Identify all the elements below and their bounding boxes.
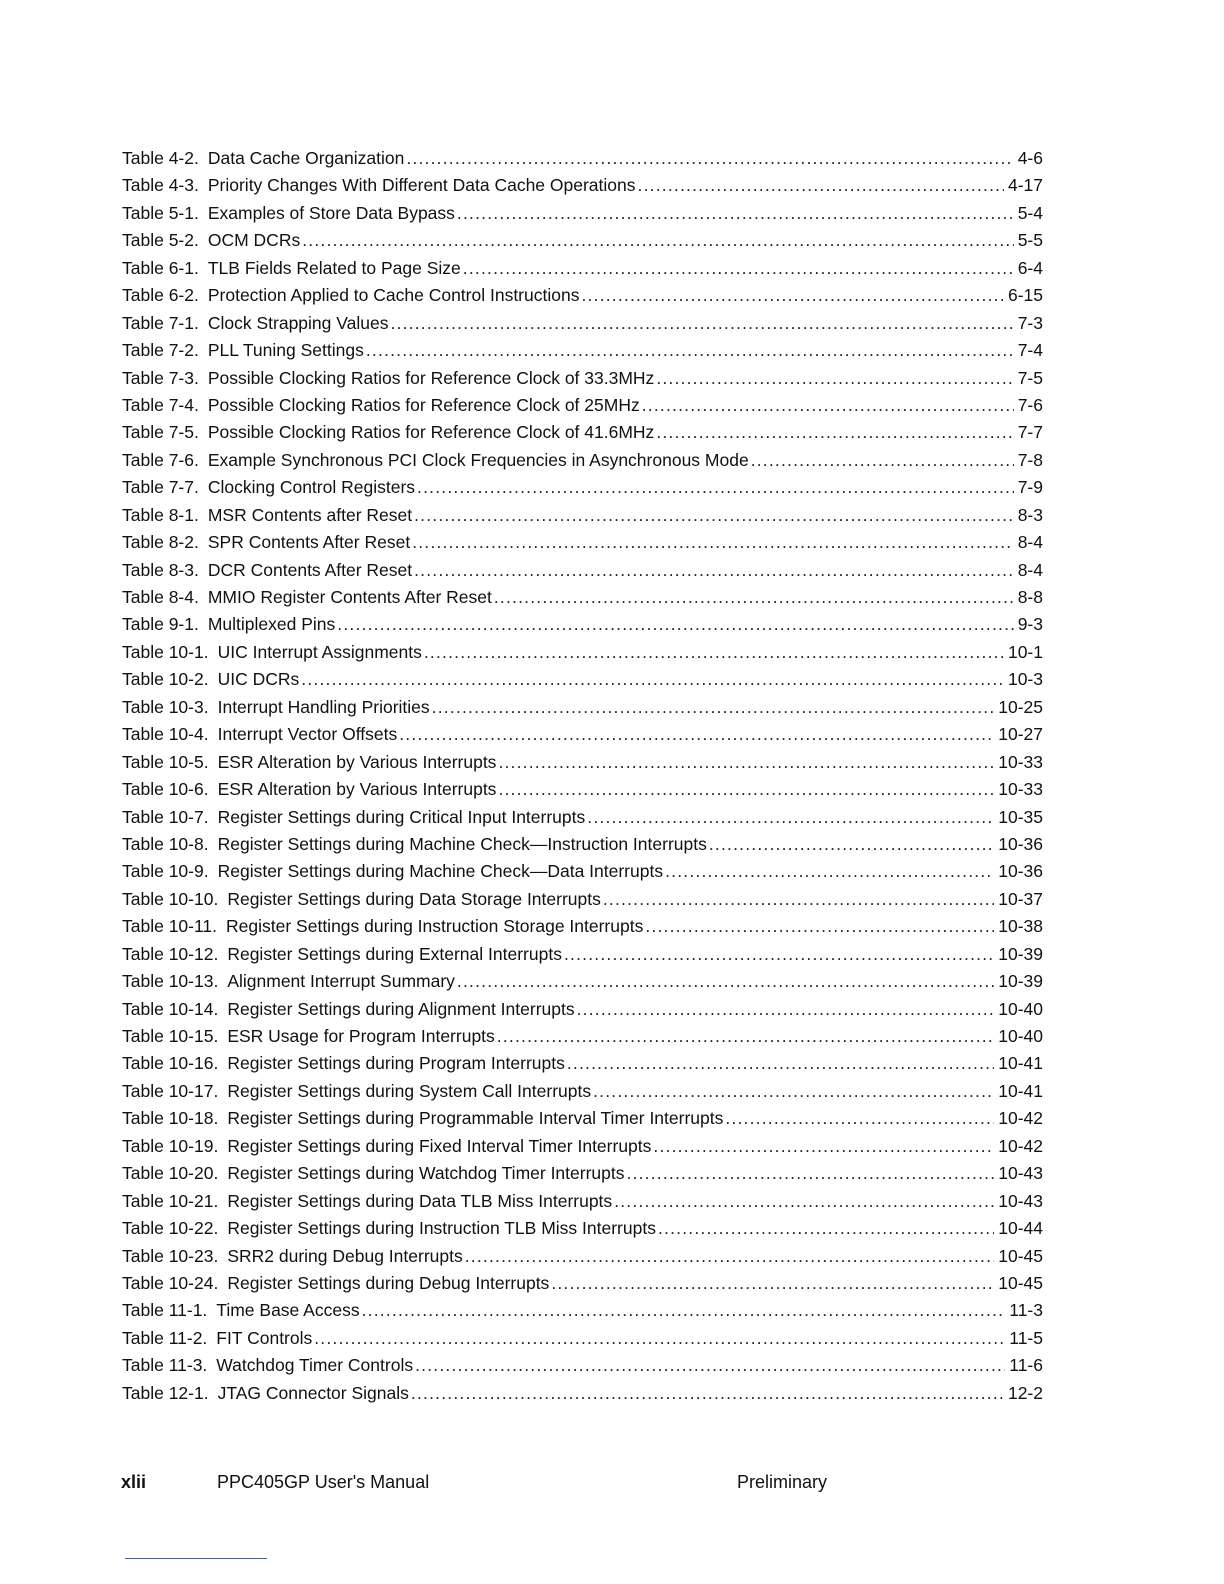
toc-entry-number: Table 10-14.	[122, 998, 219, 1019]
toc-entry-page: 10-40	[998, 1026, 1043, 1046]
toc-entry-title: Register Settings during Machine Check—Instruction Interrupts	[217, 833, 707, 854]
toc-entry-title: Example Synchronous PCI Clock Frequencies in Asynchronous Mode	[207, 449, 749, 470]
toc-entry-page: 7-9	[1017, 477, 1043, 498]
toc-entry-number: Table 10-5.	[122, 751, 209, 772]
toc-entry-page: 10-45	[998, 1245, 1043, 1266]
footer-page-number: xlii	[121, 1472, 147, 1492]
toc-entry-page: 12-2	[1007, 1382, 1043, 1403]
toc-entry-title: Register Settings during Critical Input Interrupts	[217, 806, 586, 827]
toc-entry-title: DCR Contents After Reset	[207, 559, 413, 580]
toc-entry-page: 10-43	[998, 1163, 1043, 1184]
toc-entry-number: Table 10-4.	[122, 724, 209, 745]
toc-entry-number: Table 4-2.	[122, 148, 199, 168]
toc-entry-number: Table 10-6.	[122, 779, 209, 800]
toc-entry[interactable]	[122, 642, 1043, 669]
toc-entry-number: Table 9-1.	[122, 614, 199, 635]
toc-entry-title: Register Settings during Fixed Interval Timer Interrupts	[227, 1135, 652, 1156]
toc-entry-page: 10-41	[998, 1053, 1043, 1074]
dot-leader	[614, 1191, 994, 1212]
dot-leader	[463, 258, 1014, 279]
toc-entry-title: Data Cache Organization	[207, 148, 405, 168]
toc-entry[interactable]	[122, 532, 1043, 559]
toc-entry-title: ESR Alteration by Various Interrupts	[217, 779, 497, 800]
toc-entry-title: OCM DCRs	[207, 230, 301, 251]
toc-entry-number: Table 6-2.	[122, 285, 199, 306]
toc-entry-title: JTAG Connector Signals	[217, 1382, 409, 1403]
toc-entry-title: Register Settings during Watchdog Timer Interrupts	[227, 1163, 625, 1184]
toc-entry-page: 10-27	[998, 724, 1043, 745]
toc-entry-title: Multiplexed Pins	[207, 614, 336, 635]
toc-entry-number: Table 10-23.	[122, 1245, 219, 1266]
toc-entry-number: Table 10-3.	[122, 696, 209, 717]
toc-entry-number: Table 7-4.	[122, 394, 199, 415]
toc-entry-number: Table 10-24.	[122, 1272, 219, 1293]
toc-entry-number: Table 10-19.	[122, 1135, 219, 1156]
toc-entry[interactable]	[122, 1191, 1043, 1218]
toc-entry[interactable]	[122, 697, 1043, 724]
footer-status: Preliminary	[737, 1472, 828, 1492]
toc-entry-page: 10-3	[1007, 669, 1043, 690]
toc-entry-title: Clock Strapping Values	[207, 312, 389, 333]
toc-entry-title: MMIO Register Contents After Reset	[207, 587, 492, 607]
toc-entry[interactable]	[122, 944, 1043, 971]
toc-entry-title: SPR Contents After Reset	[207, 532, 411, 553]
toc-entry-title: Priority Changes With Different Data Cache Operations	[207, 175, 636, 196]
dot-leader	[751, 450, 1014, 471]
toc-entry-title: Time Base Access	[216, 1300, 360, 1321]
toc-entry[interactable]	[122, 477, 1043, 504]
dot-leader	[587, 807, 994, 828]
toc-entry-page: 5-5	[1017, 230, 1043, 251]
toc-entry[interactable]	[122, 1383, 1043, 1410]
toc-entry[interactable]	[122, 614, 1043, 641]
dot-leader	[725, 1108, 994, 1129]
dot-leader	[645, 916, 994, 937]
toc-entry-number: Table 10-15.	[122, 1026, 219, 1046]
dot-leader	[415, 1355, 1005, 1376]
toc-entry-page: 8-4	[1017, 559, 1043, 580]
toc-entry[interactable]	[122, 916, 1043, 943]
toc-entry[interactable]	[122, 889, 1043, 916]
toc-entry-page: 10-37	[998, 888, 1043, 909]
toc-entry-title: Register Settings during System Call Interrupts	[227, 1080, 592, 1101]
dot-leader	[411, 1383, 1004, 1404]
toc-entry-page: 10-36	[998, 861, 1043, 882]
toc-entry-number: Table 10-20.	[122, 1163, 219, 1184]
dot-leader	[498, 752, 994, 773]
dot-leader	[414, 560, 1014, 581]
dot-leader	[399, 724, 994, 745]
toc-entry-title: FIT Controls	[216, 1327, 313, 1348]
toc-entry[interactable]	[122, 450, 1043, 477]
toc-entry-title: Watchdog Timer Controls	[216, 1355, 414, 1376]
toc-entry[interactable]	[122, 1273, 1043, 1300]
dot-leader	[498, 779, 994, 800]
dot-leader	[414, 505, 1014, 526]
toc-entry-number: Table 10-11.	[122, 916, 218, 937]
dot-leader	[457, 203, 1014, 224]
toc-entry-page: 7-6	[1017, 394, 1043, 415]
dot-leader	[337, 614, 1013, 635]
toc-entry-number: Table 10-18.	[122, 1108, 219, 1129]
toc-entry-number: Table 7-7.	[122, 477, 199, 498]
toc-entry-number: Table 10-22.	[122, 1218, 219, 1239]
toc-entry-page: 10-45	[998, 1272, 1043, 1293]
dot-leader	[577, 999, 995, 1020]
toc-entry-page: 10-42	[998, 1135, 1043, 1156]
dot-leader	[417, 477, 1014, 498]
toc-entry-title: PLL Tuning Settings	[207, 340, 364, 361]
dot-leader	[465, 1246, 995, 1267]
toc-entry-title: Register Settings during Instruction Storage Interrupts	[226, 916, 644, 937]
dot-leader	[314, 1328, 1005, 1349]
toc-entry[interactable]	[122, 203, 1043, 230]
toc-entry[interactable]	[122, 971, 1043, 998]
toc-entry[interactable]	[122, 587, 1043, 614]
dot-leader	[494, 587, 1014, 608]
dot-leader	[627, 1163, 995, 1184]
toc-entry-title: Register Settings during Alignment Interrupts	[227, 998, 575, 1019]
toc-entry-page: 7-8	[1017, 449, 1043, 470]
toc-entry[interactable]	[122, 1053, 1043, 1080]
toc-entry-title: Register Settings during Machine Check—Data Interrupts	[217, 861, 664, 882]
toc-entry[interactable]	[122, 560, 1043, 587]
toc-entry-number: Table 8-3.	[122, 559, 199, 580]
toc-entry[interactable]	[122, 175, 1043, 202]
toc-entry[interactable]	[122, 779, 1043, 806]
toc-entry-page: 10-41	[998, 1080, 1043, 1101]
dot-leader	[638, 175, 1004, 196]
toc-entry[interactable]	[122, 1246, 1043, 1273]
toc-entry-page: 10-39	[998, 971, 1043, 992]
toc-entry[interactable]	[122, 395, 1043, 422]
toc-entry-title: UIC Interrupt Assignments	[217, 641, 422, 662]
toc-entry-title: Register Settings during Debug Interrupts	[227, 1272, 550, 1293]
toc-entry[interactable]	[122, 1218, 1043, 1245]
toc-entry[interactable]	[122, 422, 1043, 449]
toc-entry-page: 11-3	[1009, 1300, 1043, 1321]
toc-entry[interactable]	[122, 807, 1043, 834]
toc-entry-title: MSR Contents after Reset	[207, 504, 413, 525]
toc-entry-number: Table 10-10.	[122, 888, 219, 909]
toc-entry[interactable]	[122, 230, 1043, 257]
toc-entry-number: Table 11-1.	[122, 1300, 208, 1321]
toc-entry-number: Table 6-1.	[122, 257, 199, 278]
toc-entry-number: Table 7-6.	[122, 449, 199, 470]
dot-leader	[406, 148, 1013, 169]
toc-entry-title: ESR Usage for Program Interrupts	[227, 1026, 495, 1046]
toc-entry-number: Table 7-5.	[122, 422, 199, 443]
toc-entry-title: Register Settings during Program Interrupts	[227, 1053, 565, 1074]
toc-entry-title: Clocking Control Registers	[207, 477, 416, 498]
toc-entry-page: 10-36	[998, 833, 1043, 854]
toc-entry-title: Register Settings during External Interrupts	[227, 943, 562, 964]
toc-entry[interactable]	[122, 834, 1043, 861]
toc-entry-number: Table 7-1.	[122, 312, 199, 333]
toc-entry[interactable]	[122, 340, 1043, 367]
toc-entry-title: Protection Applied to Cache Control Instructions	[207, 285, 580, 306]
toc-entry-page: 4-6	[1017, 148, 1043, 168]
toc-entry[interactable]	[122, 1026, 1043, 1053]
toc-entry-number: Table 10-21.	[122, 1190, 219, 1211]
toc-entry-page: 10-33	[998, 751, 1043, 772]
toc-entry-title: SRR2 during Debug Interrupts	[227, 1245, 463, 1266]
dot-leader	[581, 285, 1004, 306]
dot-leader	[424, 642, 1004, 663]
toc-entry-page: 7-3	[1017, 312, 1043, 333]
toc-entry-page: 10-1	[1007, 641, 1043, 662]
toc-entry-number: Table 11-2.	[122, 1327, 208, 1348]
toc-entry[interactable]	[122, 1328, 1043, 1355]
toc-entry-title: Register Settings during Programmable Interval Timer Interrupts	[227, 1108, 724, 1129]
toc-entry-page: 11-6	[1009, 1355, 1043, 1376]
toc-entry-number: Table 12-1.	[122, 1382, 209, 1403]
toc-entry[interactable]	[122, 999, 1043, 1026]
toc-entry[interactable]	[122, 313, 1043, 340]
toc-entry-page: 10-33	[998, 779, 1043, 800]
dot-leader	[658, 1218, 994, 1239]
toc-entry-title: Possible Clocking Ratios for Reference Clock of 25MHz	[207, 394, 640, 415]
list-of-tables	[122, 148, 1043, 1410]
dot-leader	[301, 669, 1004, 690]
toc-entry[interactable]	[122, 1108, 1043, 1135]
dot-leader	[603, 889, 994, 910]
toc-entry-number: Table 7-3.	[122, 367, 199, 388]
toc-entry-page: 9-3	[1017, 614, 1043, 635]
toc-entry[interactable]	[122, 1163, 1043, 1190]
dot-leader	[567, 1053, 994, 1074]
toc-entry-title: Alignment Interrupt Summary	[227, 971, 455, 992]
toc-entry-page: 8-4	[1017, 532, 1043, 553]
dot-leader	[432, 697, 995, 718]
toc-entry-title: UIC DCRs	[217, 669, 300, 690]
toc-entry[interactable]	[122, 258, 1043, 285]
dot-leader	[709, 834, 994, 855]
dot-leader	[302, 230, 1013, 251]
toc-entry[interactable]	[122, 724, 1043, 751]
toc-entry-number: Table 10-13.	[122, 971, 219, 992]
toc-entry-page: 10-38	[998, 916, 1043, 937]
toc-entry-page: 7-4	[1017, 340, 1043, 361]
toc-entry-number: Table 10-2.	[122, 669, 209, 690]
toc-entry-page: 10-44	[998, 1218, 1043, 1239]
toc-entry-page: 6-15	[1007, 285, 1043, 306]
toc-entry-number: Table 7-2.	[122, 340, 199, 361]
toc-entry[interactable]	[122, 505, 1043, 532]
toc-entry-number: Table 10-16.	[122, 1053, 219, 1074]
toc-entry-page: 10-35	[998, 806, 1043, 827]
dot-leader	[457, 971, 994, 992]
dot-leader	[593, 1081, 994, 1102]
dot-leader	[412, 532, 1014, 553]
dot-leader	[390, 313, 1013, 334]
toc-entry-title: Interrupt Vector Offsets	[217, 724, 398, 745]
dot-leader	[564, 944, 994, 965]
toc-entry-page: 6-4	[1017, 257, 1043, 278]
toc-entry-title: Register Settings during Data TLB Miss Interrupts	[227, 1190, 613, 1211]
toc-entry-title: Register Settings during Instruction TLB Miss Interrupts	[227, 1218, 656, 1239]
dot-leader	[656, 422, 1013, 443]
toc-entry[interactable]	[122, 148, 1043, 175]
dot-leader	[551, 1273, 994, 1294]
toc-entry[interactable]	[122, 752, 1043, 779]
toc-entry-number: Table 10-1.	[122, 641, 209, 662]
dot-leader	[362, 1300, 1006, 1321]
toc-entry-title: ESR Alteration by Various Interrupts	[217, 751, 497, 772]
dot-leader	[665, 861, 994, 882]
toc-entry-number: Table 5-1.	[122, 202, 199, 223]
toc-entry-title: Possible Clocking Ratios for Reference Clock of 41.6MHz	[207, 422, 655, 443]
toc-entry[interactable]	[122, 1300, 1043, 1327]
toc-entry-number: Table 10-8.	[122, 833, 209, 854]
toc-entry-page: 8-3	[1017, 504, 1043, 525]
dot-leader	[656, 368, 1013, 389]
toc-entry-page: 10-43	[998, 1190, 1043, 1211]
toc-entry-number: Table 10-9.	[122, 861, 209, 882]
footer-rule	[125, 1558, 267, 1559]
toc-entry[interactable]	[122, 861, 1043, 888]
toc-entry-number: Table 4-3.	[122, 175, 199, 196]
toc-entry-page: 10-25	[998, 696, 1043, 717]
toc-entry-page: 8-8	[1017, 587, 1043, 607]
toc-entry[interactable]	[122, 285, 1043, 312]
toc-entry-number: Table 8-4.	[122, 587, 199, 607]
dot-leader	[653, 1136, 994, 1157]
toc-entry-title: TLB Fields Related to Page Size	[207, 257, 461, 278]
toc-entry-number: Table 10-12.	[122, 943, 219, 964]
toc-entry-page: 5-4	[1017, 202, 1043, 223]
toc-entry-title: Examples of Store Data Bypass	[207, 202, 455, 223]
toc-entry-title: Possible Clocking Ratios for Reference Clock of 33.3MHz	[207, 367, 655, 388]
toc-entry-number: Table 10-7.	[122, 806, 209, 827]
toc-entry-number: Table 5-2.	[122, 230, 199, 251]
toc-entry-number: Table 8-1.	[122, 504, 199, 525]
toc-entry-page: 7-7	[1017, 422, 1043, 443]
toc-entry-page: 10-42	[998, 1108, 1043, 1129]
dot-leader	[642, 395, 1014, 416]
toc-entry-page: 10-39	[998, 943, 1043, 964]
toc-entry-page: 4-17	[1007, 175, 1043, 196]
dot-leader	[497, 1026, 994, 1047]
toc-entry[interactable]	[122, 1355, 1043, 1382]
toc-entry-title: Interrupt Handling Priorities	[217, 696, 430, 717]
toc-entry-title: Register Settings during Data Storage Interrupts	[227, 888, 601, 909]
toc-entry-page: 7-5	[1017, 367, 1043, 388]
dot-leader	[366, 340, 1014, 361]
toc-entry[interactable]	[122, 1081, 1043, 1108]
toc-entry-number: Table 11-3.	[122, 1355, 208, 1376]
toc-entry-page: 10-40	[998, 998, 1043, 1019]
footer-manual-title: PPC405GP User's Manual	[217, 1472, 430, 1492]
toc-entry[interactable]	[122, 368, 1043, 395]
toc-entry-number: Table 8-2.	[122, 532, 199, 553]
toc-entry[interactable]	[122, 669, 1043, 696]
toc-entry-number: Table 10-17.	[122, 1080, 219, 1101]
toc-entry-page: 11-5	[1009, 1327, 1043, 1348]
toc-entry[interactable]	[122, 1136, 1043, 1163]
